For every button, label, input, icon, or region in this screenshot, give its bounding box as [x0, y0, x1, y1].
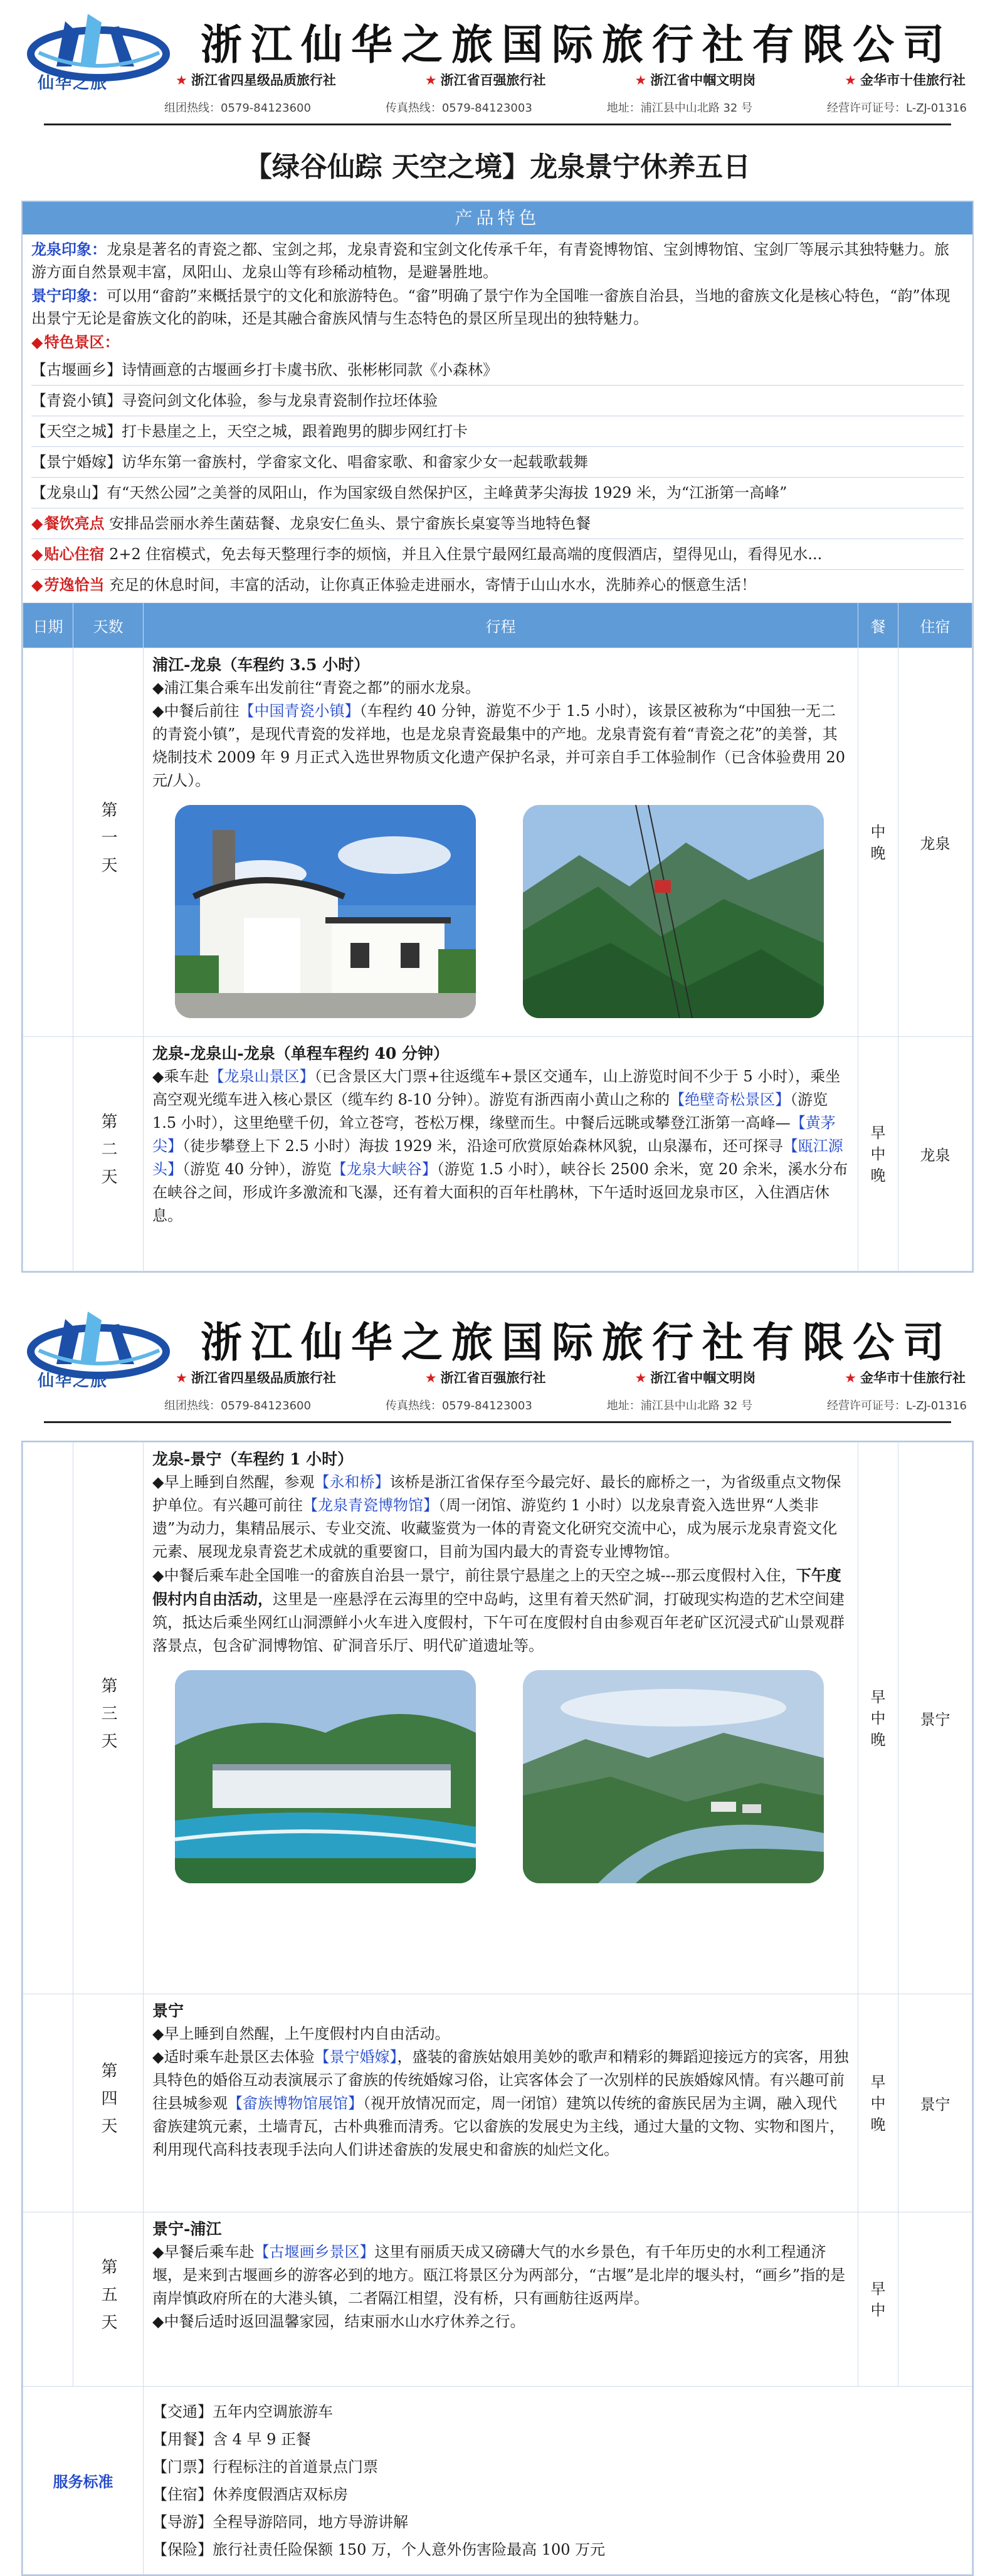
- route-text: ◆适时乘车赴景区去体验【景宁婚嫁】，盛装的畲族姑娘用美妙的歌声和精彩的舞蹈迎接远方的宾客，用独具特色的婚俗互动表演展示了畲族的传统婚嫁习俗，让宾客体会了一次别样的民族婚嫁风情。有兴趣可前往县城参观【畲族博物馆展馆】（视开放情况而定，周一闭馆）建筑以传统的畲族民居为主调，融入现代畲族建筑元素，土墙青瓦，古朴典雅而清秀。它以畲族的发展史为主线，通过大量的文物、实物和图片，利用现代高科技表现手法向人们讲述畲族的发展史和畲族的灿烂文化。: [152, 2048, 849, 2158]
- list-item: 【门票】行程标注的首道景点门票: [152, 2458, 378, 2476]
- itinerary-table-page1: [23, 602, 972, 1271]
- header-rule: [44, 124, 951, 125]
- company-name: 浙江仙华之旅国际旅行社有限公司: [201, 20, 953, 69]
- page-gap: [0, 1273, 995, 1298]
- table-row-day4: [23, 1994, 972, 2212]
- honor-item: ★ 浙江省四星级品质旅行社: [176, 1370, 336, 1385]
- contact-row: [164, 99, 967, 115]
- star-icon: ★: [845, 1370, 856, 1385]
- license-text: 经营许可证号：L-ZJ-01316: [827, 1399, 967, 1412]
- day-label-cell: 第二天: [73, 1037, 144, 1271]
- page2-frame: [21, 1441, 974, 2576]
- logo-text: 仙华之旅: [38, 74, 108, 93]
- license-text: 经营许可证号：L-ZJ-01316: [827, 102, 967, 115]
- day-label-cell: 第五天: [73, 2212, 144, 2387]
- table-row-day5: [23, 2212, 972, 2387]
- route-head: 龙泉-景宁（车程约 1 小时）: [152, 1450, 354, 1468]
- star-icon: ★: [845, 73, 856, 88]
- phone-text: 组团热线：0579-84123600: [164, 1399, 311, 1412]
- trip-title: 【绿谷仙踪 天空之境】龙泉景宁休养五日: [244, 151, 751, 183]
- route-text: ◆中餐后乘车赴全国唯一的畲族自治县一景宁，前往景宁悬崖之上的天空之城---那云度假村入住，下午度假村内自由活动，这里是一座悬浮在云海里的空中岛屿，这里有着天然矿洞，打破现实构造的艺术空间建筑，抵达后乘坐网红山洞漂鲜小火车进入度假村，下午可在度假村自由参观百年老矿区沉浸式矿山景观群落景点，包含矿洞博物馆、矿洞音乐厅、明代矿道遗址等。: [152, 1566, 845, 1654]
- list-item: 【用餐】含 4 早 9 正餐: [152, 2430, 312, 2448]
- route-head: 龙泉-龙泉山-龙泉（单程车程约 40 分钟）: [152, 1044, 449, 1063]
- address-text: 地址：浦江县中山北路 32 号: [606, 102, 753, 115]
- date-cell: [23, 1994, 73, 2212]
- route-text: ◆中餐后适时返回温馨家园，结束丽水山水疗休养之行。: [152, 2313, 525, 2330]
- service-list: [144, 2387, 972, 2575]
- date-cell: [23, 1037, 73, 1271]
- day-label-cell: 第四天: [73, 1994, 144, 2212]
- date-cell: [23, 1443, 73, 1994]
- honor-item: ★ 浙江省四星级品质旅行社: [176, 73, 336, 88]
- list-item: 【住宿】休养度假酒店双标房: [152, 2485, 348, 2503]
- route-cell: [144, 1443, 858, 1994]
- route-text: ◆早上睡到自然醒，上午度假村内自由活动。: [152, 2025, 450, 2042]
- route-head: 浦江-龙泉（车程约 3.5 小时）: [152, 656, 370, 674]
- list-item: 【交通】五年内空调旅游车: [152, 2402, 333, 2421]
- table-row-day1: [23, 648, 972, 1037]
- contact-row: [164, 1397, 967, 1413]
- letterhead-page2: [0, 1298, 995, 1441]
- meal-cell: 早 中 晚: [858, 1443, 898, 1994]
- resort-photo: [175, 1670, 476, 1883]
- fax-text: 传真热线：0579-84123003: [385, 102, 532, 115]
- route-text: ◆中餐后前往【中国青瓷小镇】（车程约 40 分钟，游览不少于 1.5 小时），该景区被称为“中国独一无二的青瓷小镇”，是现代青瓷的发祥地，也是龙泉青瓷最集中的产地。龙泉青瓷有着“青瓷之花”的美誉，其烧制技术 2009 年 9 月正式入选世界物质文化遗产保护名录，并可亲自手工体验制作（已含体验费用 20 元/人）。: [152, 702, 846, 789]
- header-days: 天数: [73, 603, 144, 648]
- date-cell: [23, 2212, 73, 2387]
- day-label-cell: 第一天: [73, 648, 144, 1037]
- star-icon: ★: [634, 73, 647, 88]
- header-date: 日期: [23, 603, 73, 648]
- food-row: ◆餐饮亮点 安排品尝丽水养生菌菇餐、龙泉安仁鱼头、景宁畲族长桌宴等当地特色餐: [31, 508, 964, 539]
- list-item: 【保险】旅行社责任险保额 150 万，个人意外伤害险最高 100 万元: [152, 2540, 606, 2558]
- address-text: 地址：浦江县中山北路 32 号: [606, 1399, 753, 1412]
- diamond-icon: ◆: [31, 545, 43, 563]
- page1-frame: [21, 201, 974, 1273]
- service-label: 服务标准: [23, 2387, 144, 2575]
- celadon-town-photo: [175, 805, 476, 1018]
- jingning-impression: 景宁印象：可以用“畲韵”来概括景宁的文化和旅游特色。“畲”明确了景宁作为全国唯一畲族自治县，当地的畲族文化是核心特色，“韵”体现出景宁无论是畲族文化的韵味，还是其融合畲族风情与生态特色的景区所呈现出的独特魅力。: [31, 287, 950, 327]
- hotel-cell: 景宁: [898, 1443, 972, 1994]
- star-icon: ★: [176, 1370, 187, 1385]
- hotel-cell: 景宁: [898, 1994, 972, 2212]
- hotel-cell: 龙泉: [898, 648, 972, 1037]
- meal-cell: 中 晚: [858, 648, 898, 1037]
- hotel-cell: [898, 2212, 972, 2387]
- route-head: 景宁-浦江: [152, 2220, 222, 2238]
- photo-row: [152, 792, 849, 1026]
- route-cell: [144, 2212, 858, 2387]
- company-logo: [26, 1306, 171, 1407]
- spot-row: 【龙泉山】有“天然公园”之美誉的凤阳山，作为国家级自然保护区，主峰黄茅尖海拔 1929 米，为“江浙第一高峰”: [31, 477, 964, 508]
- route-cell: [144, 648, 858, 1037]
- honors-row: [176, 70, 966, 89]
- spot-row: 【青瓷小镇】寻瓷问剑文化体验，参与龙泉青瓷制作拉坯体验: [31, 385, 964, 416]
- fax-text: 传真热线：0579-84123003: [385, 1399, 532, 1412]
- company-name: 浙江仙华之旅国际旅行社有限公司: [201, 1318, 953, 1367]
- spot-row: 【古堰画乡】诗情画意的古堰画乡打卡虞书欣、张彬彬同款《小森林》: [31, 361, 498, 379]
- honor-item: ★ 浙江省中帼文明岗: [634, 73, 756, 88]
- diamond-icon: ◆: [31, 576, 43, 594]
- star-icon: ★: [634, 1370, 647, 1385]
- cable-car-photo: [523, 805, 824, 1018]
- hotel-cell: 龙泉: [898, 1037, 972, 1271]
- features-block: [23, 234, 972, 602]
- honor-item: ★ 浙江省百强旅行社: [424, 1370, 546, 1385]
- logo-text: 仙华之旅: [38, 1372, 108, 1391]
- header-rule: [44, 1421, 951, 1423]
- route-text: ◆浦江集合乘车出发前往“青瓷之都”的丽水龙泉。: [152, 679, 480, 697]
- star-icon: ★: [176, 73, 187, 88]
- list-item: 【导游】全程导游陪同，地方导游讲解: [152, 2513, 408, 2531]
- diamond-icon: ◆: [31, 334, 43, 351]
- honors-row: [176, 1368, 966, 1387]
- pace-row: ◆劳逸恰当 充足的休息时间，丰富的活动，让你真正体验走进丽水，寄情于山山水水，洗肺养心的惬意生活！: [31, 569, 964, 600]
- star-icon: ★: [424, 73, 437, 88]
- honor-item: ★ 浙江省百强旅行社: [424, 73, 546, 88]
- stay-row: ◆贴心住宿 2+2 住宿模式，免去每天整理行李的烦恼，并且入住景宁最网红最高端的度假酒店，望得见山，看得见水...: [31, 539, 964, 569]
- service-row: [23, 2387, 972, 2575]
- honor-item: ★ 金华市十佳旅行社: [845, 1370, 966, 1385]
- route-text: ◆乘车赴【龙泉山景区】（已含景区大门票+往返缆车+景区交通车，山上游览时间不少于 5 小时），乘坐高空观光缆车进入核心景区（缆车约 8-10 分钟）。游览有浙西南小黄山之称的【绝壁奇松景区】（游览 1.5 小时），这里绝壁千仞，耸立苍穹，苍松万棵，缘壁而生。中餐后远眺或攀登江浙第一高峰—【黄茅尖】（徒步攀登上下 2.5 小时）海拔 1929 米，沿途可欣赏原始森林风貌，山泉瀑布，还可探寻【瓯江源头】（游览 40 分钟），游览【龙泉大峡谷】（游览 1.5 小时），峡谷长 2500 余米，宽 20 余米，溪水分布在峡谷之间，形成许多激流和飞瀑，还有着大面积的百年杜鹃林，下午适时返回龙泉市区，入住酒店休息。: [152, 1068, 848, 1224]
- route-cell: [144, 1037, 858, 1271]
- letterhead: [0, 0, 995, 143]
- spot-row: 【天空之城】打卡悬崖之上，天空之城，跟着跑男的脚步网红打卡: [31, 416, 964, 446]
- day-label-cell: 第三天: [73, 1443, 144, 1994]
- table-row-day2: [23, 1037, 972, 1271]
- header-hotel: 住宿: [898, 603, 972, 648]
- table-header: [23, 603, 972, 648]
- phone-text: 组团热线：0579-84123600: [164, 102, 311, 115]
- photo-row: [152, 1658, 849, 1891]
- route-head: 景宁: [152, 2002, 184, 2020]
- header-meal: 餐: [858, 603, 898, 648]
- meal-cell: 早 中 晚: [858, 1037, 898, 1271]
- meal-cell: 早 中: [858, 2212, 898, 2387]
- route-text: ◆早餐后乘车赴【古堰画乡景区】这里有丽质天成又磅礴大气的水乡景色，有千年历史的水利工程通济堰，是来到古堰画乡的游客必到的地方。瓯江将景区分为两部分，“古堰”是北岸的堰头村，“画乡”指的是南岸慎政府所在的大港头镇，二者隔江相望，没有桥，只有画舫往返两岸。: [152, 2243, 846, 2307]
- honor-item: ★ 金华市十佳旅行社: [845, 73, 966, 88]
- longquan-impression: 龙泉印象：龙泉是著名的青瓷之都、宝剑之邦，龙泉青瓷和宝剑文化传承千年，有青瓷博物馆、宝剑博物馆、宝剑厂等展示其独特魅力。旅游方面自然景观丰富，凤阳山、龙泉山等有珍稀动植物，是避暑胜地。: [31, 240, 949, 281]
- date-cell: [23, 648, 73, 1037]
- spots-label: ◆特色景区：: [31, 333, 120, 351]
- star-icon: ★: [424, 1370, 437, 1385]
- spot-row: 【景宁婚嫁】访华东第一畲族村，学畲家文化、唱畲家歌、和畲家少女一起载歌载舞: [31, 446, 964, 477]
- header-route: 行程: [144, 603, 858, 648]
- company-logo: [26, 9, 171, 109]
- meal-cell: 早 中 晚: [858, 1994, 898, 2212]
- river-valley-photo: [523, 1670, 824, 1883]
- route-text: ◆早上睡到自然醒，参观【永和桥】该桥是浙江省保存至今最完好、最长的廊桥之一，为省级重点文物保护单位。有兴趣可前往【龙泉青瓷博物馆】（周一闭馆、游览约 1 小时）以龙泉青瓷入选世界“人类非遗”为动力，集精品展示、专业交流、收藏鉴赏为一体的青瓷文化研究交流中心，成为展示龙泉青瓷文化元素、展现龙泉青瓷艺术成就的重要窗口，目前为国内最大的青瓷专业博物馆。: [152, 1473, 841, 1560]
- route-cell: [144, 1994, 858, 2212]
- features-header: 产品特色: [23, 202, 972, 234]
- diamond-icon: ◆: [31, 515, 43, 532]
- itinerary-table-page2: [23, 1442, 972, 2575]
- table-row-day3: [23, 1443, 972, 1994]
- honor-item: ★ 浙江省中帼文明岗: [634, 1370, 756, 1385]
